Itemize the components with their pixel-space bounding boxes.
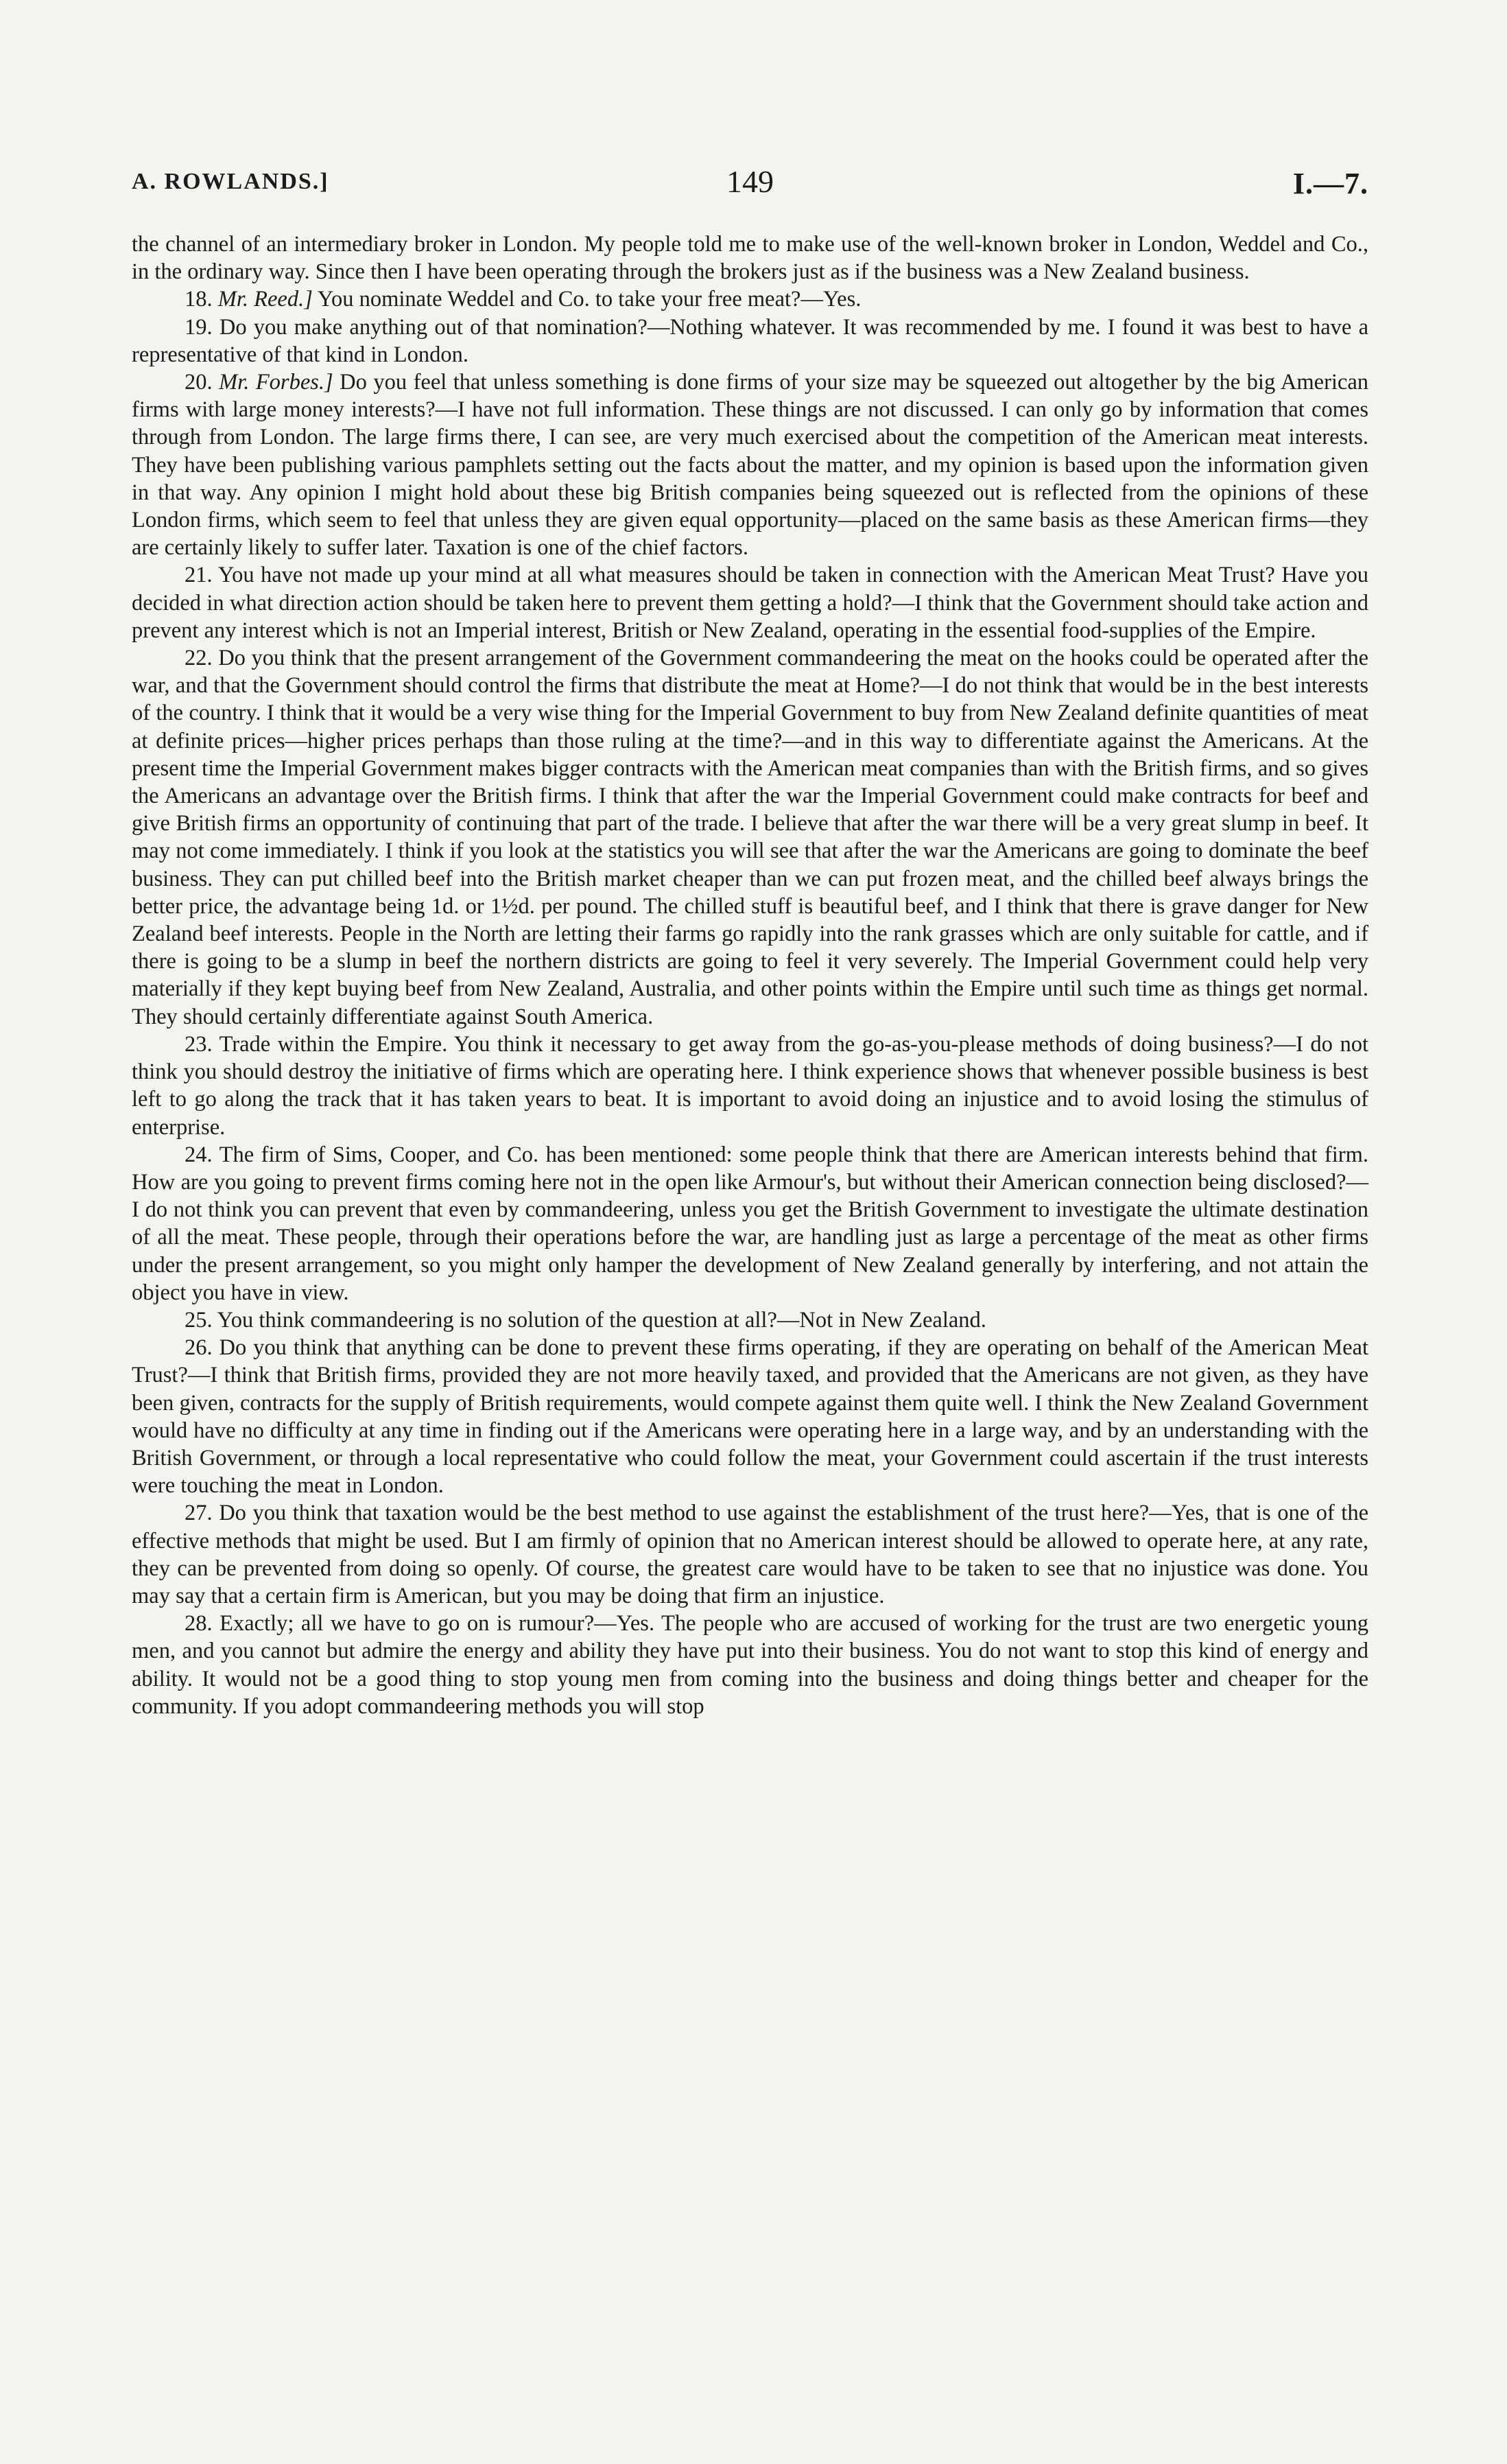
speaker-label: Mr. Reed.] (217, 287, 313, 312)
paragraph-q24: 24. The firm of Sims, Cooper, and Co. has been mentioned: some people think that there are American interests behind that firm. How are you going to prevent firms coming here not in the open like Armour's, but without their American connection being disclosed?—I do not think you can prevent that even by commandeering, unless you get the British Government to investigate the ultimate destination of all the meat. These people, through their operations before the war, are handling just as large a percentage of the meat as other firms under the present arrangement, so you might only hamper the development of New Zealand generally by interfering, and not attain the object you have in view. (132, 1142, 1368, 1305)
question-number: 19. (185, 314, 213, 340)
question-number: 21. (185, 563, 213, 588)
paragraph-q18: 18. Mr. Reed.] You nominate Weddel and Co. to take your free meat?—Yes. (185, 287, 862, 312)
paragraph-q28: 28. Exactly; all we have to go on is rumour?—Yes. The people who are accused of working for the trust are two energetic young men, and you cannot but admire the energy and ability they have put into their business. You do not want to stop this kind of energy and ability. It would not be a good thing to stop young men from coming into the business and doing things better and cheaper for the community. If you adopt commandeering methods you will stop (132, 1611, 1369, 1719)
paragraph-q27: 27. Do you think that taxation would be the best method to use against the establishment of the trust here?—Yes, that is one of the effective methods that might be used. But I am firmly of opinion that no American interest should be allowed to operate here, at any rate, they can be prevented from doing so openly. Of course, the greatest care would have to be taken to see that no injustice was done. You may say that a certain firm is American, but you may be doing that firm an injustice. (132, 1501, 1369, 1608)
paragraph-q25: 25. You think commandeering is no solution of the question at all?—Not in New Zealand. (185, 1307, 986, 1333)
question-number: 20. (185, 370, 213, 395)
paragraph-q21: 21. You have not made up your mind at all what measures should be taken in connection with the American Meat Trust? Have you decided in what direction action should be taken here to prevent them getting a hold?—I think that the Government should take action and prevent any interest which is not an Imperial interest, British or New Zealand, operating in the essential food-supplies of the Empire. (132, 563, 1368, 643)
question-number: 18. (185, 287, 213, 312)
paragraph-q26: 26. Do you think that anything can be done to prevent these firms operating, if they are operating on behalf of the American Meat Trust?—I think that British firms, provided they are not more heavily taxed, and provided that the Americans are not given, as they have been given, contracts for the supply of British requirements, would compete against them quite well. I think the New Zealand Government would have no difficulty at any time in finding out if the Americans were operating here in a large way, and by an understanding with the British Government, or through a local representative who could follow the meat, your Government could ascertain if the trust interests were touching the meat in London. (132, 1335, 1368, 1499)
paragraph-q19: 19. Do you make anything out of that nomination?—Nothing whatever. It was recommended by me. I found it was best to have a representative of that kind in London. (132, 314, 1369, 367)
question-number: 25. (185, 1307, 213, 1333)
speaker-label: Mr. Forbes.] (219, 370, 333, 395)
page-header (132, 163, 1368, 211)
paragraph-q23: 23. Trade within the Empire. You think it necessary to get away from the go-as-you-please methods of doing business?—I do not think you should destroy the initiative of firms which are operating here. I think experience shows that whenever possible business is best left to go along the track that it has taken years to beat. It is important to avoid doing an injustice and to avoid losing the stimulus of enterprise. (132, 1031, 1368, 1140)
question-number: 24. (185, 1142, 213, 1167)
paragraph-continued: the channel of an intermediary broker in London. My people told me to make use of the well-known broker in London, Weddel and Co., in the ordinary way. Since then I have been operating through the brokers just as if the business was a New Zealand business. (132, 232, 1368, 285)
question-number: 27. (185, 1501, 213, 1526)
page-number: 149 (726, 164, 774, 199)
paragraph-q22: 22. Do you think that the present arrangement of the Government commandeering the meat on the hooks could be operated after the war, and that the Government should control the firms that distribute the meat at Home?—I do not think that would be in the best interests of the country. I think that it would be a very wise thing for the Imperial Government to buy from New Zealand definite quantities of meat at definite prices—higher prices perhaps than those ruling at the time?—and in this way to differentiate against the Americans. At the present time the Imperial Government makes bigger contracts with the American meat companies than with the British firms, and so gives the Americans an advantage over the British firms. I think that after the war the Imperial Government could make contracts for beef and give British firms an opportunity of continuing that part of the trade. I believe that after the war there will be a very great slump in beef. It may not come immediately. I think if you look at the statistics you will see that after the war the Americans are going to dominate the beef business. They can put chilled beef into the British market cheaper than we can put frozen meat, and the chilled beef always brings the better price, the advantage being 1d. or 1½d. per pound. The chilled stuff is beautiful beef, and I think that there is grave danger for New Zealand beef interests. People in the North are letting their farms go rapidly into the rank grasses which are only suitable for cattle, and if there is going to be a slump in beef the northern districts are going to feel it very severely. The Imperial Government could help very materially if they kept buying beef from New Zealand, Australia, and other points within the Empire until such time as things get normal. They should certainly differentiate against South America. (132, 646, 1368, 1029)
question-number: 23. (185, 1031, 213, 1057)
paragraph-q20: 20. Mr. Forbes.] Do you feel that unless something is done firms of your size may be squeezed out altogether by the big American firms with large money interests?—I have not full information. These things are not discussed. I can only go by information that comes through from London. The large firms there, I can see, are very much exercised about the competition of the American meat interests. They have been publishing various pamphlets setting out the facts about the matter, and my opinion is based upon the information given in that way. Any opinion I might hold about these big British companies being squeezed out is reflected from the opinions of these London firms, which seem to feel that unless they are given equal opportunity—placed on the same basis as these American firms—they are certainly likely to suffer later. Taxation is one of the chief factors. (132, 370, 1369, 561)
question-number: 26. (185, 1335, 213, 1361)
paper-reference: I.—7. (1292, 167, 1368, 200)
evidence-body (132, 231, 1368, 1720)
question-number: 22. (185, 646, 213, 671)
witness-name-header: A. ROWLANDS.] (132, 169, 329, 194)
question-number: 28. (185, 1611, 213, 1636)
